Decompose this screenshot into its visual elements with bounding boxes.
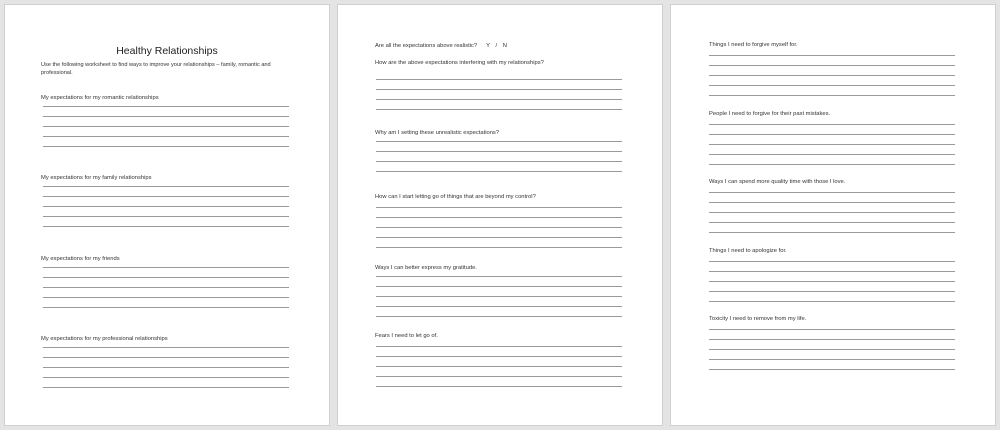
writing-line[interactable]	[376, 276, 622, 277]
writing-line[interactable]	[709, 271, 955, 272]
writing-line[interactable]	[376, 316, 622, 317]
writing-line[interactable]	[43, 307, 289, 308]
writing-line[interactable]	[709, 369, 955, 370]
writing-line[interactable]	[376, 79, 622, 80]
writing-line[interactable]	[376, 227, 622, 228]
writing-line[interactable]	[43, 287, 289, 288]
writing-line[interactable]	[709, 359, 955, 360]
realistic-question	[375, 43, 507, 49]
writing-line[interactable]	[376, 217, 622, 218]
writing-line[interactable]	[43, 216, 289, 217]
writing-line[interactable]	[709, 232, 955, 233]
writing-line[interactable]	[376, 151, 622, 152]
writing-line[interactable]	[376, 109, 622, 110]
section-label: People I need to forgive for their past mistakes.	[709, 111, 831, 117]
writing-line[interactable]	[376, 247, 622, 248]
section-label: Why am I setting these unrealistic expectations?	[375, 130, 500, 136]
writing-line[interactable]	[43, 146, 289, 147]
writing-line[interactable]	[43, 367, 289, 368]
writing-line[interactable]	[709, 329, 955, 330]
writing-line[interactable]	[43, 116, 289, 117]
writing-line[interactable]	[709, 55, 955, 56]
writing-line[interactable]	[43, 357, 289, 358]
writing-line[interactable]	[709, 212, 955, 213]
writing-line[interactable]	[376, 386, 622, 387]
writing-line[interactable]	[709, 261, 955, 262]
section-label: My expectations for my romantic relationships	[41, 95, 159, 101]
writing-line[interactable]	[376, 161, 622, 162]
writing-line[interactable]	[43, 136, 289, 137]
section-label: My expectations for my friends	[41, 256, 120, 262]
writing-line[interactable]	[709, 95, 955, 96]
writing-line[interactable]	[376, 237, 622, 238]
section-label: My expectations for my family relationships	[41, 175, 152, 181]
writing-line[interactable]	[43, 277, 289, 278]
section-label: Ways I can better express my gratitude.	[375, 265, 477, 271]
writing-line[interactable]	[43, 297, 289, 298]
writing-line[interactable]	[376, 141, 622, 142]
writing-line[interactable]	[709, 222, 955, 223]
writing-line[interactable]	[376, 366, 622, 367]
section-label: Things I need to apologize for.	[709, 248, 787, 254]
writing-line[interactable]	[376, 286, 622, 287]
writing-line[interactable]	[43, 186, 289, 187]
writing-line[interactable]	[43, 206, 289, 207]
writing-line[interactable]	[709, 85, 955, 86]
yes-no-choice[interactable]: Y / N	[486, 43, 507, 49]
writing-line[interactable]	[709, 124, 955, 125]
writing-line[interactable]	[709, 134, 955, 135]
writing-line[interactable]	[43, 347, 289, 348]
writing-line[interactable]	[709, 281, 955, 282]
writing-line[interactable]	[376, 99, 622, 100]
writing-line[interactable]	[709, 301, 955, 302]
writing-line[interactable]	[376, 346, 622, 347]
writing-line[interactable]	[376, 306, 622, 307]
writing-line[interactable]	[709, 65, 955, 66]
intro-text: Use the following worksheet to find ways to improve your relationships – family, romantic and professional.	[41, 62, 271, 76]
writing-line[interactable]	[43, 196, 289, 197]
writing-line[interactable]	[43, 377, 289, 378]
writing-line[interactable]	[709, 154, 955, 155]
writing-line[interactable]	[709, 164, 955, 165]
worksheet-page-1	[4, 4, 330, 426]
section-label: How are the above expectations interfering with my relationships?	[375, 60, 544, 66]
writing-line[interactable]	[43, 106, 289, 107]
writing-line[interactable]	[709, 202, 955, 203]
writing-line[interactable]	[376, 89, 622, 90]
writing-line[interactable]	[709, 144, 955, 145]
writing-line[interactable]	[43, 226, 289, 227]
section-label: Ways I can spend more quality time with those I love.	[709, 179, 846, 185]
section-label: Toxicity I need to remove from my life.	[709, 316, 807, 322]
realistic-question-label: Are all the expectations above realistic?	[375, 43, 478, 49]
page-title: Healthy Relationships	[116, 45, 218, 57]
worksheet-page-3	[670, 4, 996, 426]
writing-line[interactable]	[43, 387, 289, 388]
writing-line[interactable]	[709, 339, 955, 340]
writing-line[interactable]	[709, 75, 955, 76]
writing-line[interactable]	[376, 296, 622, 297]
section-label: How can I start letting go of things that are beyond my control?	[375, 194, 536, 200]
writing-line[interactable]	[709, 291, 955, 292]
writing-line[interactable]	[376, 171, 622, 172]
writing-line[interactable]	[709, 192, 955, 193]
writing-line[interactable]	[376, 356, 622, 357]
writing-line[interactable]	[709, 349, 955, 350]
writing-line[interactable]	[376, 207, 622, 208]
writing-line[interactable]	[43, 126, 289, 127]
section-label: Things I need to forgive myself for.	[709, 42, 798, 48]
section-label: Fears I need to let go of.	[375, 333, 438, 339]
section-label: My expectations for my professional relationships	[41, 336, 168, 342]
writing-line[interactable]	[43, 267, 289, 268]
worksheet-page-2	[337, 4, 663, 426]
writing-line[interactable]	[376, 376, 622, 377]
